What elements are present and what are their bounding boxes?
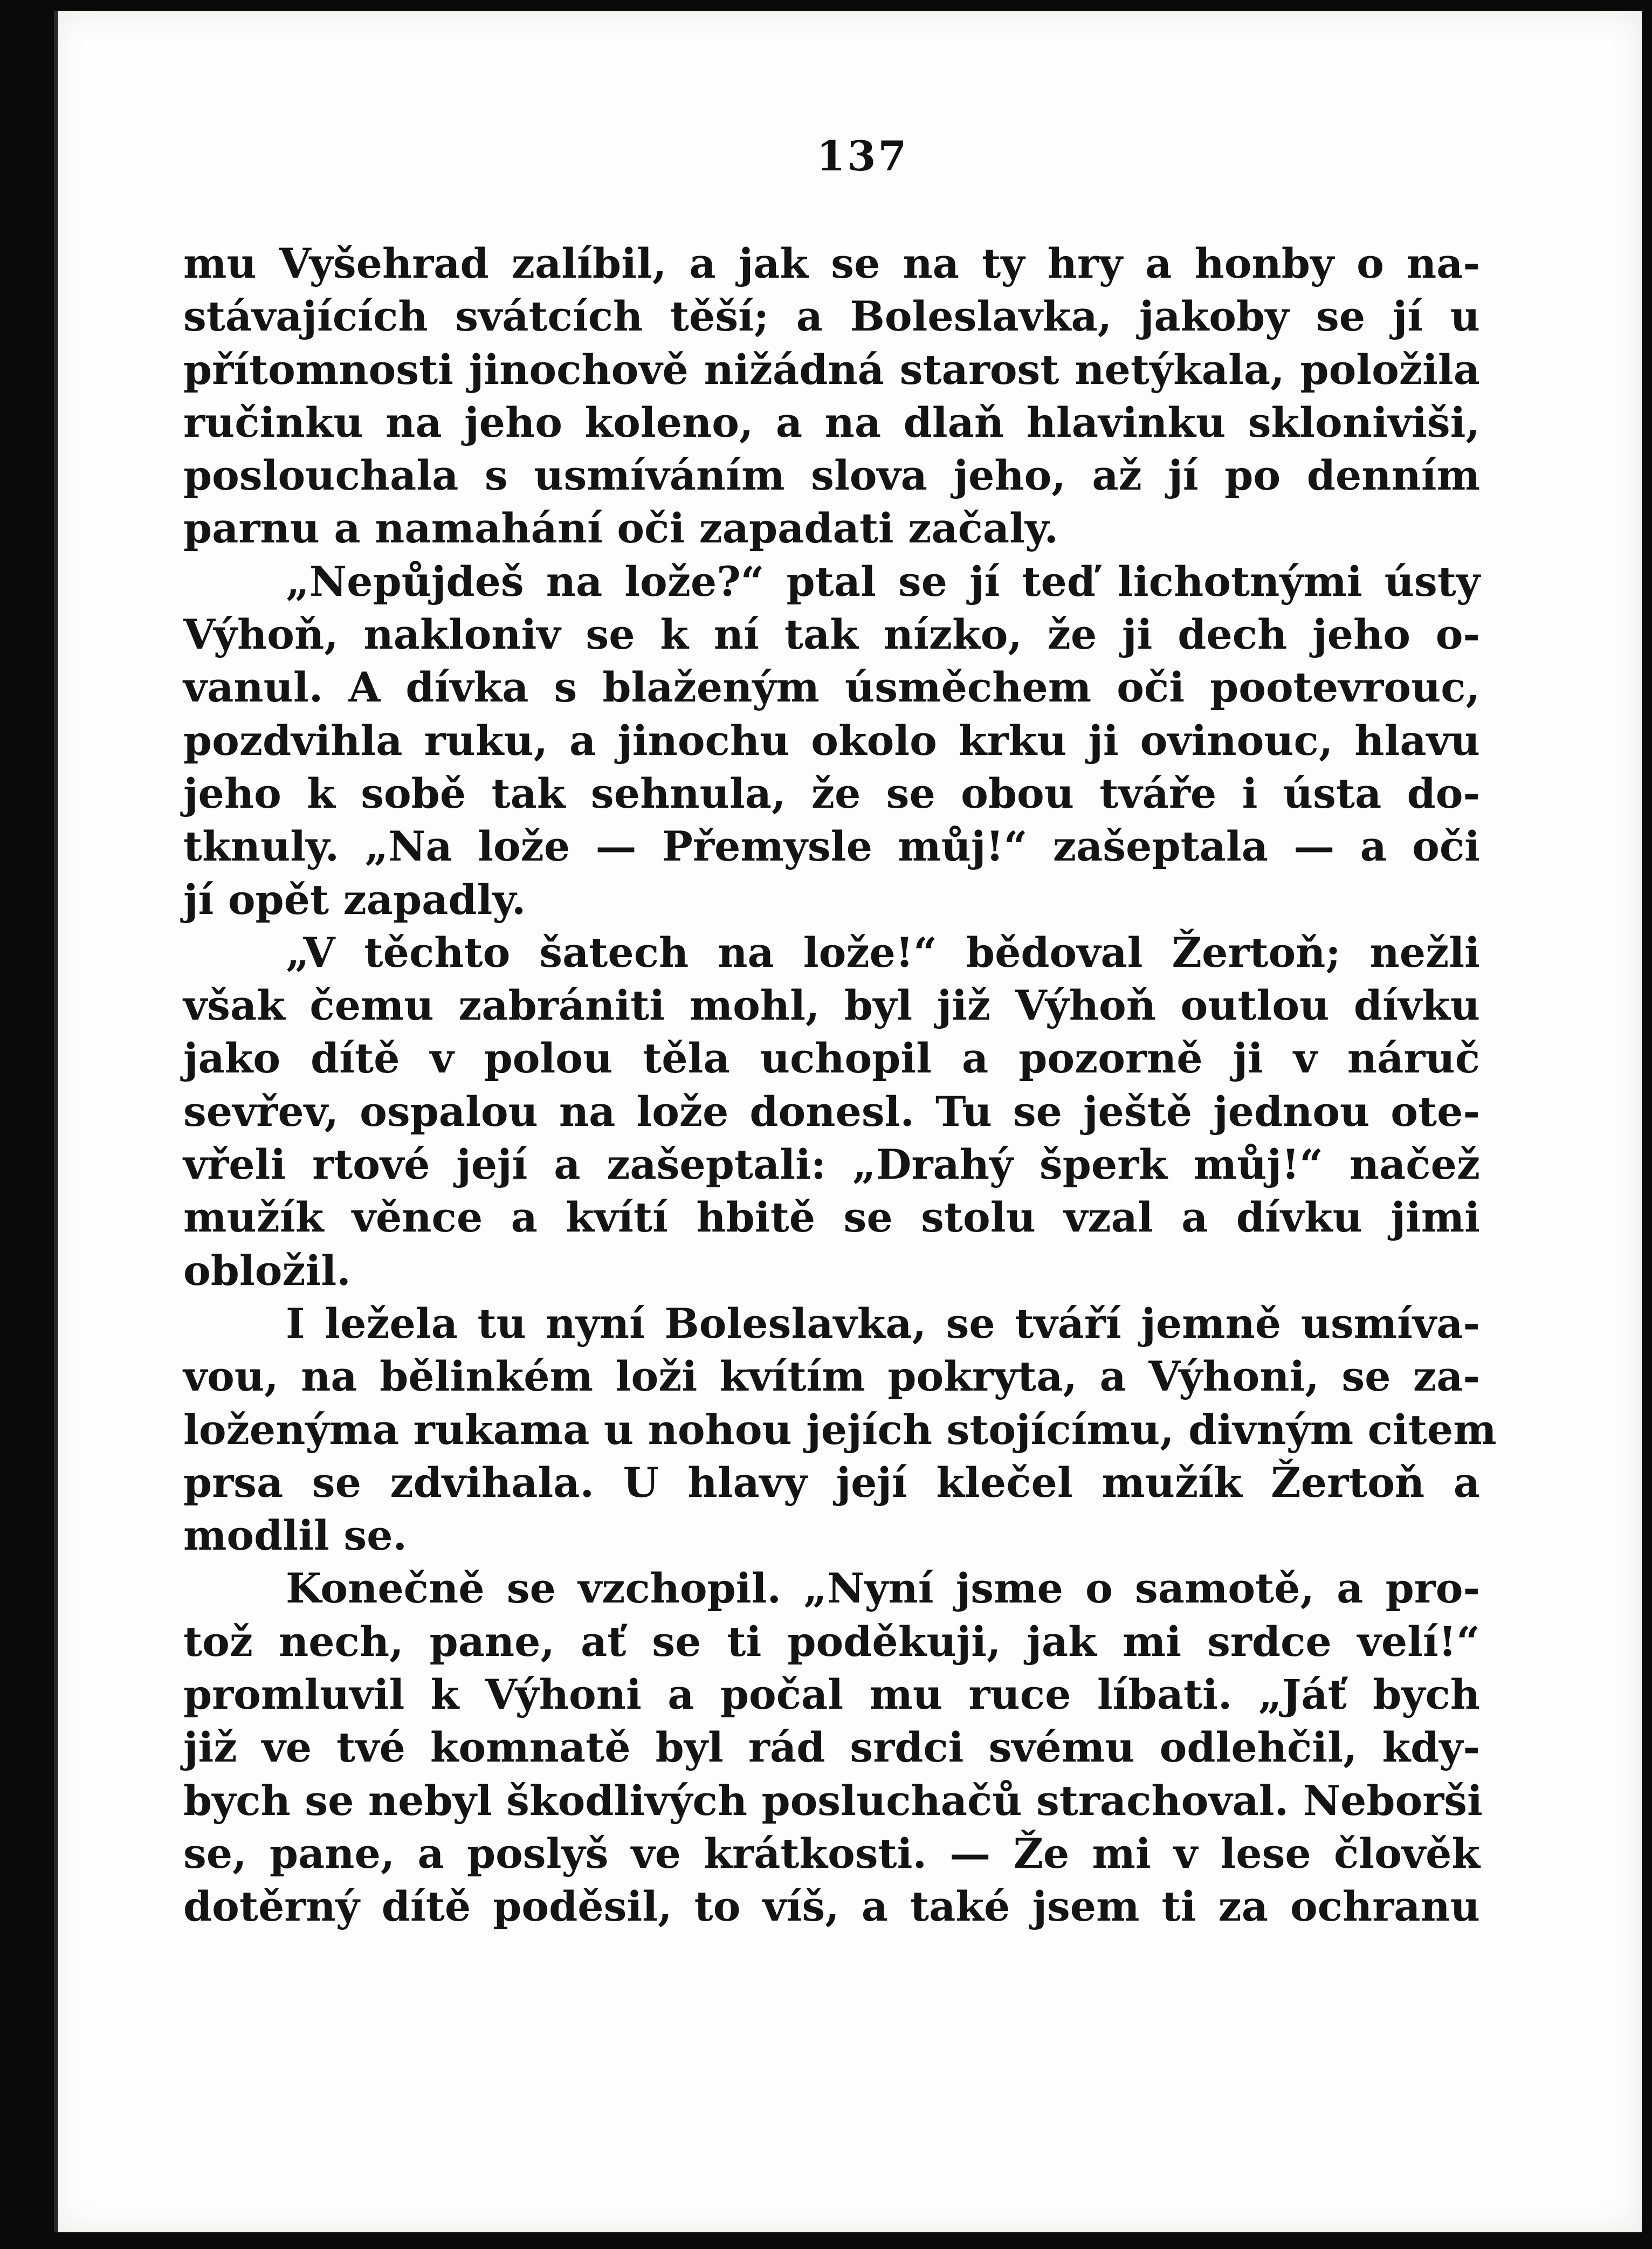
text-line: mu Vyšehrad zalíbil, a jak se na ty hry a honby o na- xyxy=(183,239,1480,287)
text-line: bych se nebyl škodlivých posluchačů strachoval. Neborši xyxy=(183,1776,1483,1825)
text-line: sevřev, ospalou na lože donesl. Tu se ještě jednou ote- xyxy=(183,1087,1480,1136)
text-line: vanul. A dívka s blaženým úsměchem oči pootevrouc, xyxy=(183,663,1480,712)
text-line: poslouchala s usmíváním slova jeho, až jí po denním xyxy=(183,451,1480,500)
page-body-text xyxy=(183,237,1497,1934)
book-page xyxy=(54,11,1642,2232)
text-line: prsa se zdvihala. U hlavy její klečel mužík Žertoň a xyxy=(183,1458,1480,1507)
text-line: však čemu zabrániti mohl, byl již Výhoň outlou dívku xyxy=(183,981,1480,1030)
text-line: stávajících svátcích těší; a Boleslavka, jakoby se jí u xyxy=(183,292,1480,341)
text-line: jako dítě v polou těla uchopil a pozorně ji v náruč xyxy=(183,1034,1480,1083)
text-line: jí opět zapadly. xyxy=(183,875,526,924)
text-line: modlil se. xyxy=(183,1511,407,1560)
text-line: Konečně se vzchopil. „Nyní jsme o samotě, a pro- xyxy=(286,1564,1480,1613)
text-line: I ležela tu nyní Boleslavka, se tváří jemně usmíva- xyxy=(286,1299,1480,1347)
text-line: jeho k sobě tak sehnula, že se obou tváře i ústa do- xyxy=(183,769,1480,817)
page-number: 137 xyxy=(816,132,909,180)
text-line: vřeli rtové její a zašeptali: „Drahý šperk můj!“ načež xyxy=(183,1140,1480,1189)
text-line: Výhoň, nakloniv se k ní tak nízko, že ji dech jeho o- xyxy=(183,610,1480,659)
text-line: „V těchto šatech na lože!“ bědoval Žertoň; nežli xyxy=(286,928,1480,976)
text-line: loženýma rukama u nohou jejích stojícímu, divným citem xyxy=(183,1405,1497,1454)
page-left-edge xyxy=(54,11,58,2232)
text-line: parnu a namahání oči zapadati začaly. xyxy=(183,504,1058,553)
text-line: přítomnosti jinochově nižádná starost netýkala, položila xyxy=(183,345,1480,394)
text-line: tknuly. „Na lože — Přemysle můj!“ zašeptala — a oči xyxy=(183,822,1480,871)
text-line: se, pane, a poslyš ve krátkosti. — Že mi v lese člověk xyxy=(183,1829,1480,1877)
text-line: již ve tvé komnatě byl rád srdci svému odlehčil, kdy- xyxy=(183,1723,1480,1772)
text-line: promluvil k Výhoni a počal mu ruce líbati. „Jáť bych xyxy=(183,1670,1480,1719)
text-line: mužík věnce a kvítí hbitě se stolu vzal a dívku jimi xyxy=(183,1193,1480,1242)
text-line: obložil. xyxy=(183,1246,351,1295)
text-line: pozdvihla ruku, a jinochu okolo krku ji ovinouc, hlavu xyxy=(183,716,1480,765)
text-line: dotěrný dítě poděsil, to víš, a také jsem ti za ochranu xyxy=(183,1882,1480,1931)
text-line: „Nepůjdeš na lože?“ ptal se jí teď lichotnými ústy xyxy=(286,557,1480,606)
text-line: ručinku na jeho koleno, a na dlaň hlavinku skloniviši, xyxy=(183,398,1480,446)
text-line: vou, na bělinkém loži kvítím pokryta, a Výhoni, se za- xyxy=(183,1352,1480,1401)
text-line: tož nech, pane, ať se ti poděkuji, jak mi srdce velí!“ xyxy=(183,1617,1480,1666)
